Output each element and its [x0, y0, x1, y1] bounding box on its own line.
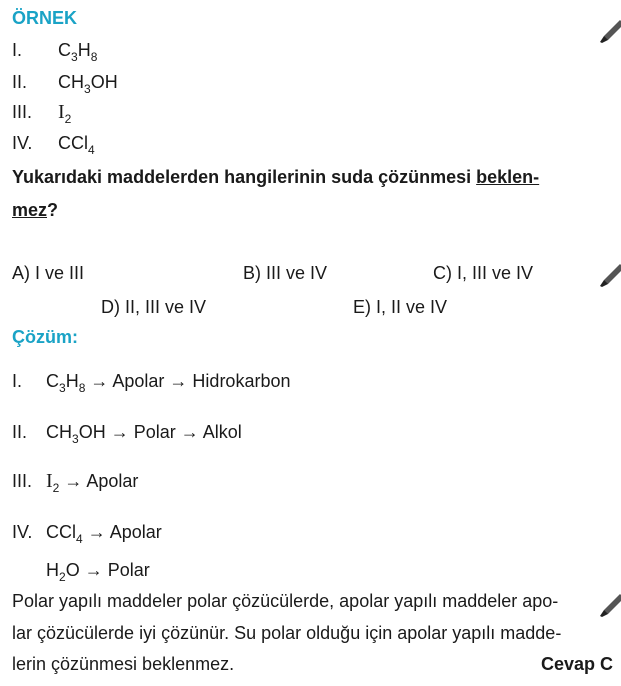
classification-text: → Polar → Alkol [110, 422, 242, 442]
formula-part: H [65, 371, 79, 391]
formula-part: CCl [58, 133, 88, 153]
example-item-2 [12, 71, 118, 96]
question-text: Yukarıdaki maddelerden hangilerinin suda çözünmesi [12, 167, 477, 187]
formula-part: H [46, 560, 59, 580]
formula-part: H [77, 40, 91, 60]
solution-line-2 [12, 421, 242, 446]
option-d[interactable]: D) II, III ve IV [101, 297, 207, 317]
item-number: III. [12, 471, 33, 491]
formula-part: I [46, 470, 53, 492]
pencil-icon [598, 592, 621, 618]
formula-subscript: 4 [76, 532, 83, 546]
item-number: I. [12, 371, 23, 391]
question-emphasis: beklen- [476, 167, 540, 187]
example-item-4 [12, 132, 95, 157]
example-heading: ÖRNEK [12, 8, 78, 28]
option-a[interactable]: A) I ve III [12, 263, 85, 283]
formula-part: CH [46, 422, 72, 442]
classification-text: → Apolar [87, 522, 162, 542]
solution-water-line [46, 559, 150, 584]
item-number: III. [12, 102, 33, 122]
pencil-icon [598, 262, 621, 288]
question-line-1 [12, 166, 539, 188]
formula-subscript: 3 [59, 381, 66, 395]
item-number: I. [12, 40, 23, 60]
option-e[interactable]: E) I, II ve IV [353, 297, 448, 317]
explanation-line-2: lar çözücülerde iyi çözünür. Su polar olduğu için apolar yapılı madde- [12, 623, 562, 643]
item-number: II. [12, 422, 28, 442]
formula-subscript: 2 [59, 570, 66, 584]
solution-heading: Çözüm: [12, 327, 78, 347]
explanation-line-3: lerin çözünmesi beklenmez. [12, 654, 235, 674]
item-number: IV. [12, 522, 33, 542]
question-emphasis: mez [12, 200, 48, 220]
formula-subscript: 3 [84, 82, 91, 96]
formula-subscript: 3 [72, 432, 79, 446]
question-line-2 [12, 199, 58, 221]
formula-part: CCl [46, 522, 76, 542]
formula-subscript: 2 [52, 481, 60, 495]
option-c[interactable]: C) I, III ve IV [433, 263, 534, 283]
formula-part: C [46, 371, 59, 391]
formula-part: OH [78, 422, 106, 442]
classification-text: → Polar [84, 560, 150, 580]
formula-part: O [65, 560, 80, 580]
formula-subscript: 8 [78, 381, 86, 395]
classification-text: → Apolar [64, 471, 139, 491]
item-number: II. [12, 72, 28, 92]
formula-subscript: 2 [64, 112, 72, 126]
formula-subscript: 3 [71, 50, 78, 64]
formula-subscript: 4 [88, 143, 95, 157]
item-number: IV. [12, 133, 33, 153]
classification-text: → Apolar → Hidrokarbon [90, 371, 291, 391]
answer-label: Cevap C [540, 654, 613, 674]
formula-subscript: 8 [90, 50, 98, 64]
formula-part: I [58, 101, 65, 123]
explanation-line-1: Polar yapılı maddeler polar çözücülerde, apolar yapılı maddeler apo- [12, 591, 559, 611]
option-b[interactable]: B) III ve IV [243, 263, 328, 283]
question-mark: ? [47, 200, 59, 220]
formula-part: CH [58, 72, 84, 92]
solution-line-4 [12, 521, 162, 546]
formula-part: OH [90, 72, 118, 92]
example-item-3 [12, 101, 72, 126]
formula-part: C [58, 40, 71, 60]
solution-line-1 [12, 370, 291, 395]
solution-line-3 [12, 470, 139, 495]
pencil-icon [598, 18, 621, 44]
example-item-1 [12, 39, 98, 64]
